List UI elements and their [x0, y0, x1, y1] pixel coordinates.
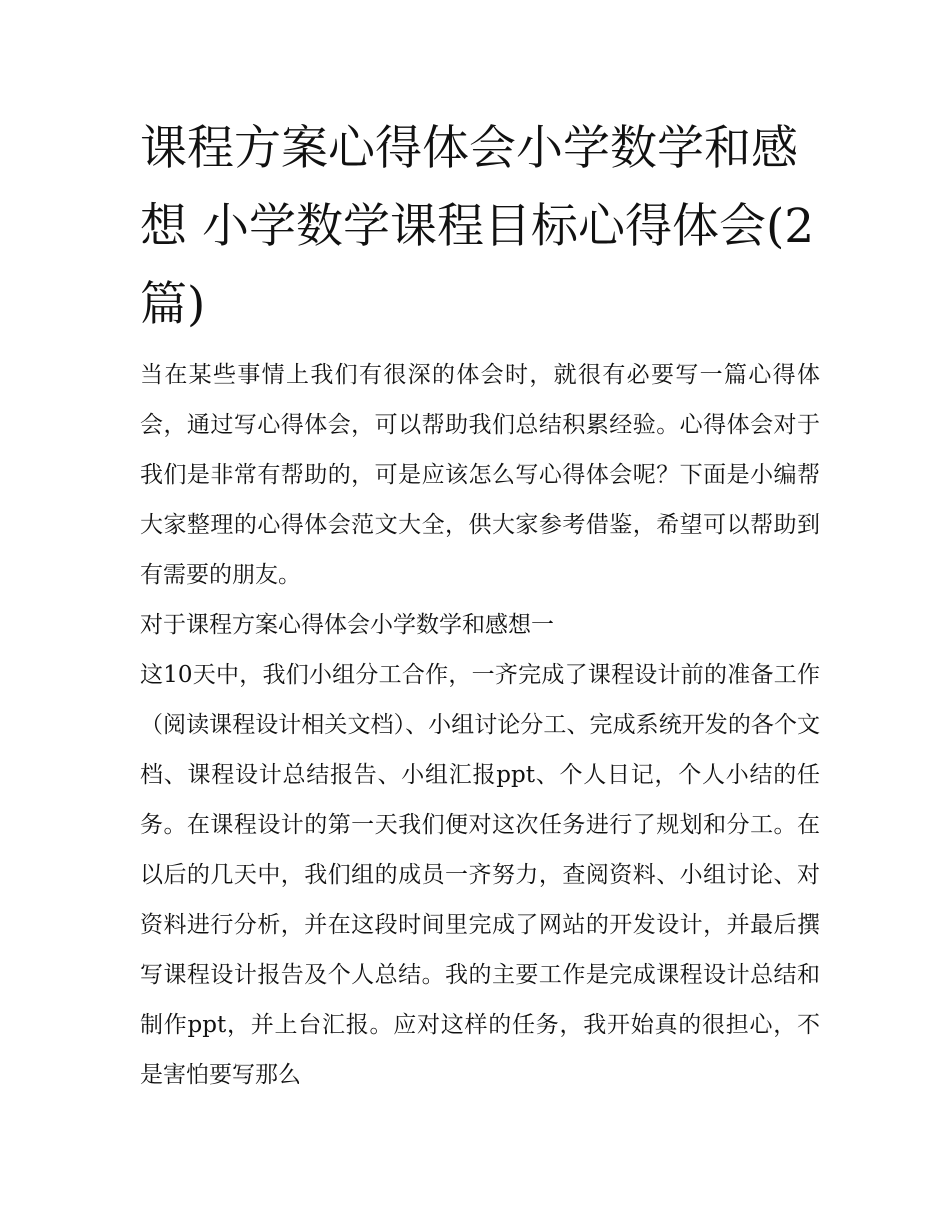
body-paragraph: 这10天中，我们小组分工合作，一齐完成了课程设计前的准备工作（阅读课程设计相关文档）、小组讨论分工、完成系统开发的各个文档、课程设计总结报告、小组汇报ppt、个人日记，个人小结的任务。在课程设计的第一天我们便对这次任务进行了规划和分工。在以后的几天中，我们组的成员一齐努力，查阅资料、小组讨论、对资料进行分析，并在这段时间里完成了网站的开发设计，并最后撰写课程设计报告及个人总结。我的主要工作是完成课程设计总结和制作ppt，并上台汇报。应对这样的任务，我开始真的很担心，不是害怕要写那么 — [140, 662, 820, 1088]
document-page — [140, 110, 820, 1100]
intro-paragraph: 当在某些事情上我们有很深的体会时，就很有必要写一篇心得体会，通过写心得体会，可以帮助我们总结积累经验。心得体会对于我们是非常有帮助的，可是应该怎么写心得体会呢？下面是小编帮大家整理的心得体会范文大全，供大家参考借鉴，希望可以帮助到有需要的朋友。 — [140, 362, 820, 588]
section-heading: 对于课程方案心得体会小学数学和感想一 — [140, 612, 554, 638]
document-title: 课程方案心得体会小学数学和感想 小学数学课程目标心得体会(2篇) — [140, 121, 815, 332]
